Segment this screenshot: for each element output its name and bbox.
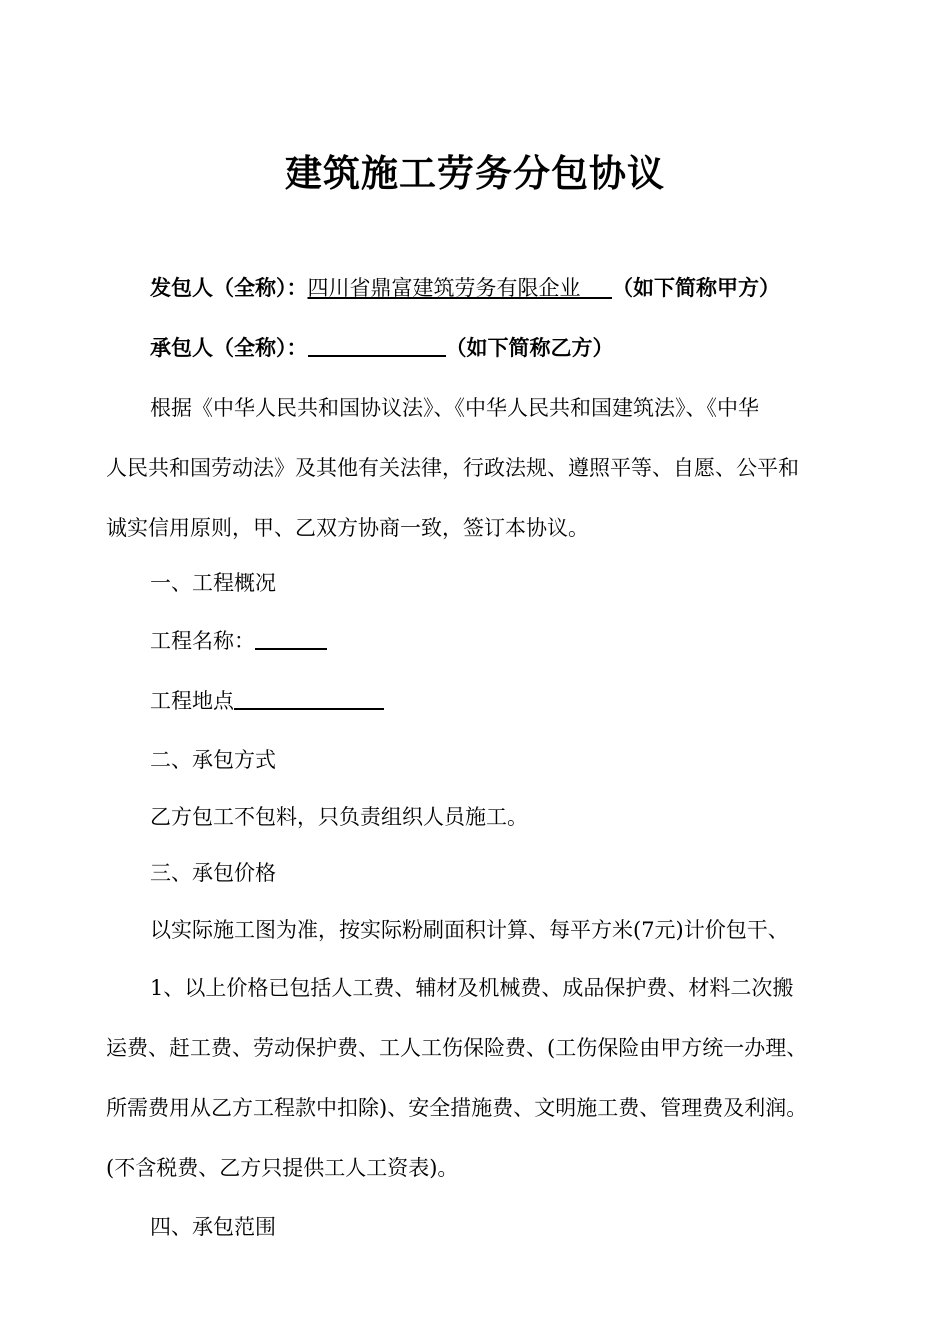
- party-a-label: 发包人（全称）：: [150, 275, 308, 300]
- project-name-line: [150, 626, 866, 656]
- section3-item1-line-1: 1、以上价格已包括人工费、辅材及机械费、成品保护费、材料二次搬: [150, 976, 794, 1000]
- section2-text: 乙方包工不包料，只负责组织人员施工。: [150, 805, 528, 829]
- project-location-blank: [234, 686, 384, 710]
- preamble-line-3: 诚实信用原则，甲、乙双方协商一致，签订本协议。: [106, 516, 589, 540]
- section3-heading: 三、承包价格: [150, 861, 276, 885]
- section4-heading: 四、承包范围: [150, 1215, 276, 1239]
- project-location-label: 工程地点: [150, 689, 234, 713]
- party-b-suffix: （如下简称乙方）: [445, 335, 614, 360]
- section3-text: 以实际施工图为准，按实际粉刷面积计算、每平方米(7元)计价包干、: [150, 918, 789, 942]
- preamble-line-1: 根据《中华人民共和国协议法》、《中华人民共和国建筑法》、《中华: [150, 396, 759, 420]
- party-b-name-blank: [308, 333, 446, 357]
- section1-heading: 一、工程概况: [150, 571, 276, 595]
- party-b-label: 承包人（全称）：: [150, 335, 308, 360]
- preamble-line-2: 人民共和国劳动法》及其他有关法律，行政法规、遵照平等、自愿、公平和: [106, 456, 799, 480]
- party-a-line: [150, 273, 866, 303]
- party-a-name: 四川省鼎富建筑劳务有限企业: [307, 276, 581, 300]
- party-b-line: [150, 333, 866, 363]
- project-name-blank: [255, 626, 327, 650]
- section3-item1-line-4: (不含税费、乙方只提供工人工资表)。: [106, 1156, 459, 1180]
- project-location-line: [150, 686, 866, 716]
- section2-heading: 二、承包方式: [150, 748, 276, 772]
- section3-item1-line-3: 所需费用从乙方工程款中扣除)、安全措施费、文明施工费、管理费及利润。: [106, 1096, 808, 1120]
- project-name-label: 工程名称：: [150, 629, 255, 653]
- section3-item1-line-2: 运费、赶工费、劳动保护费、工人工伤保险费、(工伤保险由甲方统一办理、: [106, 1036, 808, 1060]
- party-a-suffix: （如下简称甲方）: [612, 275, 780, 300]
- document-title: 建筑施工劳务分包协议: [285, 151, 665, 195]
